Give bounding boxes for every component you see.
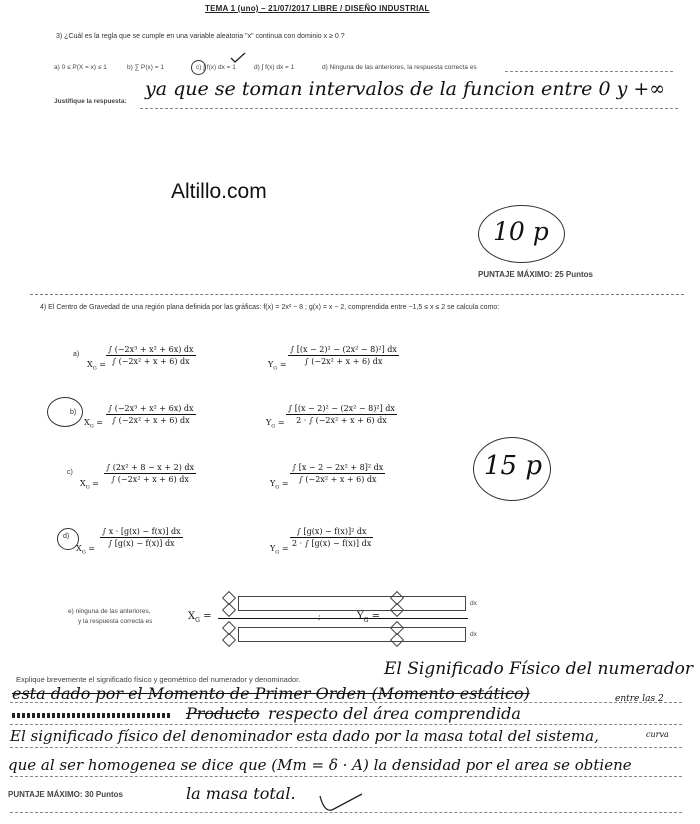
- q4-d-yg-fraction: [290, 527, 373, 548]
- equals-sign: =: [99, 360, 106, 369]
- q4-c-yg-fraction: [290, 463, 385, 484]
- site-watermark: Altillo.com: [171, 180, 267, 203]
- yg-letter: Y: [270, 479, 276, 488]
- yg-letter: Y: [266, 418, 272, 427]
- check-mark-icon: [318, 792, 364, 814]
- q4-d-yg-symbol: [270, 544, 289, 556]
- q4-b-xg-numerator: ∫ (−2x³ + x² + 6x) dx: [108, 404, 194, 413]
- q4-b-yg-fraction: [286, 404, 397, 425]
- q4-statement: 4) El Centro de Gravedad de una región plana definida por las gráficas: f(x) = 2x² − 8 ; g(x) = x − 2, comprendida entre −1,5 ≤ x ≤ 2 se calcula como:: [40, 304, 500, 311]
- xg-letter: X: [84, 418, 90, 427]
- explain-rule-1: [10, 702, 682, 703]
- check-mark-icon: [230, 52, 246, 64]
- equals-sign: =: [96, 418, 103, 427]
- q4-e-xg-symbol: [188, 611, 212, 624]
- q4-b-xg-fraction: [106, 404, 196, 425]
- yg-sub: G: [363, 617, 369, 624]
- q4-d-xg-denominator: ∫ [g(x) − f(x)] dx: [108, 539, 175, 548]
- equals-sign: =: [371, 611, 380, 622]
- q4-c-xg-numerator: ∫ (2x² + 8 − x + 2) dx: [106, 463, 194, 472]
- yg-sub: G: [275, 549, 280, 556]
- q4-a-xg-fraction: [106, 345, 196, 366]
- q4-b-yg-numerator: ∫ [(x − 2)² − (2x² − 8)²] dx: [288, 404, 395, 413]
- exam-title: TEMA 1 (uno) – 21/07/2017 LIBRE / DISEÑO INDUSTRIAL: [205, 4, 430, 13]
- dx-label-1: dx: [470, 600, 477, 607]
- q4-c-xg-symbol: [80, 479, 99, 491]
- explain-rule-4: [10, 776, 682, 777]
- lower-limit-box-1[interactable]: [222, 603, 236, 617]
- q4-option-d-label: d): [63, 533, 70, 540]
- xg-letter: X: [188, 611, 196, 622]
- explain-line-5: que al ser homogenea se dice que (Mт = δ · A) la densidad por el area se obtiene: [8, 756, 632, 774]
- xg-sub: G: [92, 365, 97, 372]
- q4-c-yg-symbol: [270, 479, 289, 491]
- equals-sign: =: [279, 360, 287, 369]
- explain-strike-scribble: [12, 704, 172, 718]
- q3-option-d: d) ∫ f(x) dx = 1: [254, 64, 295, 71]
- q4-c-xg-denominator: ∫ (−2x² + x + 6) dx: [111, 475, 189, 484]
- explain-rule-5: [10, 812, 682, 813]
- q4-d-xg-fraction: [100, 527, 183, 548]
- q4-option-b-label: b): [70, 409, 77, 416]
- explain-line-4: El significado físico del denominador esta dado por la masa total del sistema,: [10, 727, 599, 745]
- explain-prompt: Explique brevemente el significado físico y geométrico del numerador y denominador.: [16, 675, 301, 684]
- explain-line-4-note: curva: [646, 730, 669, 739]
- q3-option-e: d) Ninguna de las anteriores, la respuesta correcta es: [322, 64, 477, 71]
- xg-sub: G: [81, 549, 86, 556]
- section-divider: [30, 294, 684, 295]
- explain-line-3: respecto del área comprendida: [268, 704, 521, 723]
- equals-sign: =: [281, 544, 289, 553]
- q4-b-yg-symbol: [266, 418, 285, 430]
- xg-sub: G: [85, 484, 90, 491]
- q4-a-yg-fraction: [288, 345, 399, 366]
- q3-option-c: c) ∫ f(x) dx = 1: [196, 64, 236, 71]
- q4-c-xg-fraction: [104, 463, 196, 484]
- yg-fraction-bar: [386, 618, 466, 619]
- q3-score: 10 p: [493, 217, 549, 246]
- xg-sub: G: [195, 617, 200, 624]
- yg-sub: G: [271, 423, 276, 430]
- q4-c-yg-numerator: ∫ [x − 2 − 2x² + 8]² dx: [292, 463, 384, 472]
- q4-a-yg-symbol: [268, 360, 287, 372]
- q3-option-a: a) 0 ≤ P(X = x) ≤ 1: [54, 64, 107, 71]
- q4-d-yg-numerator: ∫ [g(x) − f(x)]² dx: [290, 527, 373, 538]
- q4-max-score: PUNTAJE MÁXIMO: 30 Puntos: [8, 790, 123, 799]
- q4-a-xg-denominator: ∫ (−2x² + x + 6) dx: [111, 357, 190, 366]
- explain-strike-word: Producto: [186, 704, 260, 723]
- xg-letter: X: [87, 360, 93, 369]
- q4-d-yg-denominator: 2 · ∫ [g(x) − f(x)] dx: [292, 539, 372, 548]
- explain-line-3-note: entre las 2: [615, 694, 664, 704]
- q4-a-xg-numerator: ∫ (−2x³ + x² + 6x) dx: [108, 345, 194, 354]
- q4-e-yg-symbol: [357, 611, 380, 624]
- dx-label-2: dx: [470, 631, 477, 638]
- q4-a-yg-denominator: ∫ (−2x² + x + 6) dx: [304, 357, 383, 366]
- q4-option-a-label: a): [73, 351, 80, 358]
- q4-option-c-label: c): [67, 469, 73, 476]
- yg-sub: G: [275, 484, 280, 491]
- q4-d-xg-symbol: [76, 544, 95, 556]
- q4-c-yg-denominator: ∫ (−2x² + x + 6) dx: [298, 475, 377, 484]
- explain-rule-3: [10, 747, 682, 748]
- xg-letter: X: [76, 544, 82, 553]
- q4-a-yg-numerator: ∫ [(x − 2)² − (2x² − 8)²] dx: [290, 345, 397, 354]
- yg-letter: Y: [357, 611, 364, 622]
- xg-numerator-blank[interactable]: [238, 596, 466, 611]
- q4-option-e-line1: e) ninguna de las anteriores,: [68, 608, 151, 615]
- q4-score: 15 p: [484, 451, 542, 481]
- explain-line-2: esta dado por el Momento de Primer Orden (Momento estático): [12, 684, 530, 703]
- q3-justify-line: [140, 108, 678, 109]
- equals-sign: =: [92, 479, 99, 488]
- q4-b-xg-symbol: [84, 418, 103, 430]
- q4-option-e-line2: y la respuesta correcta es: [78, 618, 153, 625]
- semicolon: ;: [318, 612, 321, 621]
- equals-sign: =: [281, 479, 289, 488]
- yg-sub: G: [273, 365, 278, 372]
- yg-letter: Y: [270, 544, 276, 553]
- lower-limit-box-2[interactable]: [222, 633, 236, 647]
- q3-justify-label: Justifique la respuesta:: [54, 98, 127, 105]
- q4-b-yg-denominator: 2 · ∫ (−2x² + x + 6) dx: [296, 416, 387, 425]
- q4-a-xg-symbol: [87, 360, 106, 372]
- q4-d-xg-numerator: ∫ x · [g(x) − f(x)] dx: [102, 527, 181, 536]
- q3-question: 3) ¿Cuál es la regla que se cumple en una variable aleatoria "x" continua con dominio x ≥ 0 ?: [56, 33, 345, 40]
- xg-sub: G: [89, 423, 94, 430]
- yg-letter: Y: [268, 360, 274, 369]
- equals-sign: =: [88, 544, 95, 553]
- xg-letter: X: [80, 479, 86, 488]
- q4-b-xg-denominator: ∫ (−2x² + x + 6) dx: [111, 416, 190, 425]
- explain-line-1: El Significado Físico del numerador: [384, 659, 694, 679]
- xg-denominator-blank[interactable]: [238, 627, 466, 642]
- q3-answer-line: [505, 71, 673, 72]
- explain-rule-2: [10, 724, 682, 725]
- equals-sign: =: [277, 418, 285, 427]
- explain-line-6: la masa total.: [186, 784, 296, 803]
- equals-sign: =: [203, 611, 212, 622]
- q3-justify-answer: ya que se toman intervalos de la funcion entre 0 y +∞: [145, 78, 666, 100]
- q3-option-b: b) ∑ P(x) = 1: [127, 64, 164, 71]
- q4-b-circle: [47, 397, 83, 427]
- q3-max-score: PUNTAJE MÁXIMO: 25 Puntos: [478, 270, 593, 279]
